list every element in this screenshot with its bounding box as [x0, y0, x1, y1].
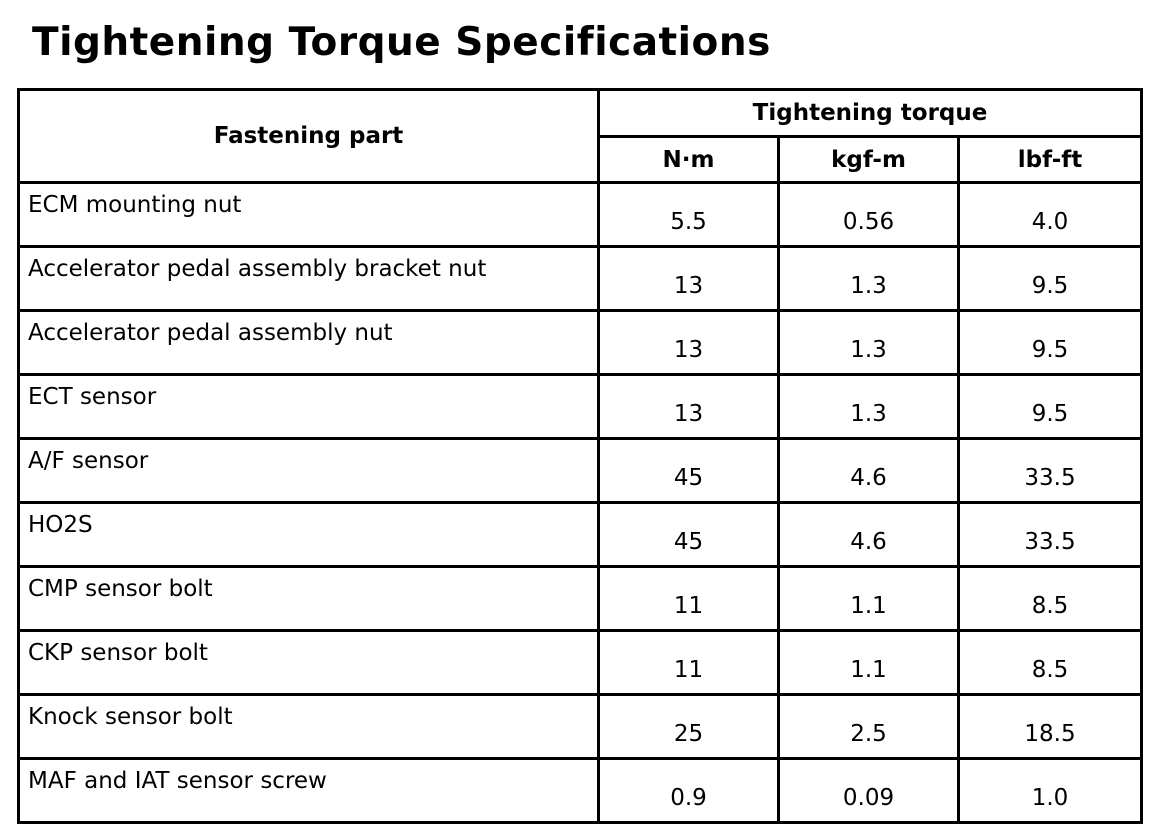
header-unit-nm: N·m	[599, 137, 779, 183]
header-unit-lbfft: lbf-ft	[959, 137, 1142, 183]
cell-kgfm: 4.6	[779, 439, 959, 503]
cell-part: A/F sensor	[19, 439, 599, 503]
cell-nm: 13	[599, 311, 779, 375]
table-row	[19, 567, 1142, 631]
header-tightening-torque: Tightening torque	[599, 90, 1142, 137]
cell-lbfft: 9.5	[959, 247, 1142, 311]
cell-part: ECM mounting nut	[19, 183, 599, 247]
cell-part: Knock sensor bolt	[19, 695, 599, 759]
table-row	[19, 247, 1142, 311]
table-row	[19, 311, 1142, 375]
cell-nm: 45	[599, 439, 779, 503]
cell-part: CKP sensor bolt	[19, 631, 599, 695]
cell-nm: 13	[599, 375, 779, 439]
cell-part: ECT sensor	[19, 375, 599, 439]
table-row	[19, 759, 1142, 823]
cell-nm: 5.5	[599, 183, 779, 247]
cell-lbfft: 4.0	[959, 183, 1142, 247]
cell-kgfm: 0.56	[779, 183, 959, 247]
cell-nm: 11	[599, 631, 779, 695]
cell-kgfm: 2.5	[779, 695, 959, 759]
cell-lbfft: 33.5	[959, 503, 1142, 567]
table-row	[19, 375, 1142, 439]
cell-kgfm: 1.3	[779, 311, 959, 375]
cell-nm: 25	[599, 695, 779, 759]
cell-lbfft: 8.5	[959, 567, 1142, 631]
cell-lbfft: 9.5	[959, 375, 1142, 439]
cell-kgfm: 1.1	[779, 567, 959, 631]
cell-lbfft: 33.5	[959, 439, 1142, 503]
table-row	[19, 631, 1142, 695]
cell-kgfm: 1.1	[779, 631, 959, 695]
header-unit-kgfm: kgf-m	[779, 137, 959, 183]
cell-lbfft: 9.5	[959, 311, 1142, 375]
table-row	[19, 503, 1142, 567]
cell-nm: 45	[599, 503, 779, 567]
cell-kgfm: 0.09	[779, 759, 959, 823]
cell-part: MAF and IAT sensor screw	[19, 759, 599, 823]
table-header-row	[19, 90, 1142, 137]
cell-lbfft: 1.0	[959, 759, 1142, 823]
cell-part: Accelerator pedal assembly bracket nut	[19, 247, 599, 311]
torque-spec-table	[17, 88, 1143, 824]
header-fastening-part: Fastening part	[19, 90, 599, 183]
cell-lbfft: 18.5	[959, 695, 1142, 759]
cell-kgfm: 1.3	[779, 247, 959, 311]
cell-nm: 0.9	[599, 759, 779, 823]
page-title: Tightening Torque Specifications	[32, 20, 771, 65]
cell-kgfm: 1.3	[779, 375, 959, 439]
table-row	[19, 183, 1142, 247]
cell-nm: 13	[599, 247, 779, 311]
cell-lbfft: 8.5	[959, 631, 1142, 695]
cell-kgfm: 4.6	[779, 503, 959, 567]
cell-nm: 11	[599, 567, 779, 631]
table-row	[19, 695, 1142, 759]
cell-part: CMP sensor bolt	[19, 567, 599, 631]
cell-part: HO2S	[19, 503, 599, 567]
table-row	[19, 439, 1142, 503]
cell-part: Accelerator pedal assembly nut	[19, 311, 599, 375]
